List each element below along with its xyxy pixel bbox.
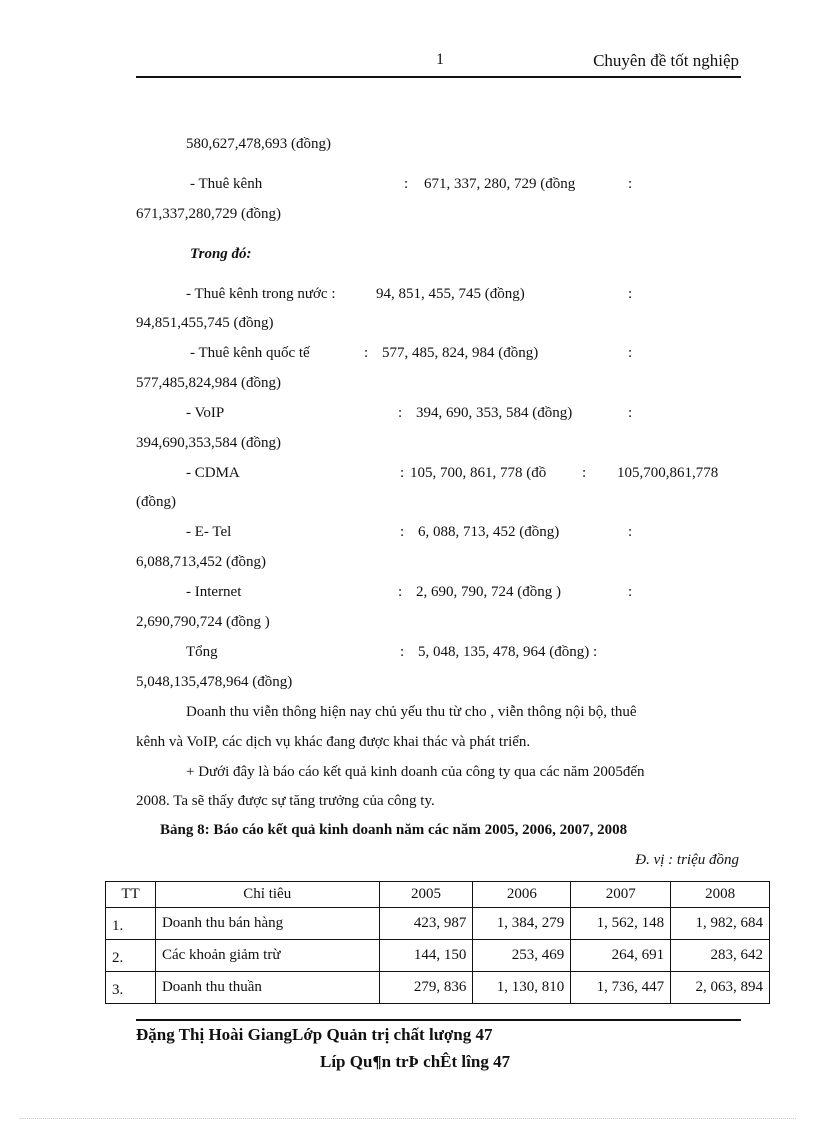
total-colon: : <box>400 644 405 660</box>
header-rule <box>136 76 741 78</box>
col-header: Chỉ tiêu <box>155 882 379 908</box>
cell-2007: 1, 736, 447 <box>571 972 671 1004</box>
thue-kenh-colon: : <box>404 176 409 192</box>
item-colon2: : <box>628 405 633 421</box>
cell-2008: 1, 982, 684 <box>671 908 770 940</box>
item-value-compact: 94,851,455,745 (đồng) <box>136 315 274 331</box>
header-title: Chuyên đề tốt nghiệp <box>593 51 739 70</box>
item-value: 105, 700, 861, 778 (đồ <box>410 465 547 481</box>
total-value-compact: 5,048,135,478,964 (đồng) <box>136 674 293 690</box>
row-index: 2. <box>106 940 156 972</box>
item-value-compact: 105,700,861,778 <box>617 465 719 481</box>
item-value: 394, 690, 353, 584 (đồng) <box>416 405 573 421</box>
item-label: - Internet <box>186 584 242 600</box>
item-colon2: : <box>628 345 633 361</box>
col-header: 2005 <box>379 882 473 908</box>
cell-2007: 264, 691 <box>571 940 671 972</box>
item-value: 2, 690, 790, 724 (đồng ) <box>416 584 561 600</box>
paragraph-line: 2008. Ta sẽ thấy được sự tăng trưởng của công ty. <box>136 793 435 809</box>
item-label: - E- Tel <box>186 524 232 540</box>
page-number: 1 <box>436 51 444 68</box>
amount-line: 580,627,478,693 (đồng) <box>186 136 331 152</box>
table-row <box>106 972 770 1004</box>
row-index: 1. <box>106 908 156 940</box>
footer-author-class: Đặng Thị Hoài GiangLớp Quản trị chất lượng 47 <box>136 1025 493 1044</box>
item-label: - Thuê kênh quốc tế <box>190 345 310 361</box>
item-value: 94, 851, 455, 745 (đồng) <box>376 286 525 302</box>
item-value-compact: 577,485,824,984 (đồng) <box>136 375 281 391</box>
col-header: 2006 <box>473 882 571 908</box>
cell-2008: 2, 063, 894 <box>671 972 770 1004</box>
item-value-compact: 6,088,713,452 (đồng) <box>136 554 266 570</box>
item-label: - Thuê kênh trong nước : <box>186 286 336 302</box>
cell-2005: 279, 836 <box>379 972 473 1004</box>
item-colon: : <box>400 524 405 540</box>
cell-2006: 1, 384, 279 <box>473 908 571 940</box>
trong-do-heading: Trong đó: <box>190 246 252 262</box>
row-label: Các khoản giảm trừ <box>155 940 379 972</box>
cell-2007: 1, 562, 148 <box>571 908 671 940</box>
paragraph-line: + Dưới đây là báo cáo kết quả kinh doanh của công ty qua các năm 2005đến <box>186 764 645 780</box>
table-row <box>106 908 770 940</box>
report-table <box>105 881 770 1004</box>
table-caption: Bảng 8: Báo cáo kết quả kinh doanh năm các năm 2005, 2006, 2007, 2008 <box>160 822 628 838</box>
item-value: 6, 088, 713, 452 (đồng) <box>418 524 560 540</box>
item-colon2: : <box>628 524 633 540</box>
cell-2006: 1, 130, 810 <box>473 972 571 1004</box>
paragraph-line: kênh và VoIP, các dịch vụ khác đang được khai thác và phát triển. <box>136 734 531 750</box>
item-colon: : <box>400 465 405 481</box>
item-value-compact-unit: (đồng) <box>136 494 176 510</box>
paragraph-line: Doanh thu viễn thông hiện nay chủ yếu thu từ cho , viễn thông nội bộ, thuê <box>186 704 637 720</box>
item-value-compact: 2,690,790,724 (đồng ) <box>136 614 270 630</box>
table-unit: Đ. vị : triệu đồng <box>635 852 739 868</box>
thue-kenh-value: 671, 337, 280, 729 (đồng <box>424 176 576 192</box>
table-row <box>106 940 770 972</box>
thue-kenh-label: - Thuê kênh <box>190 176 263 192</box>
col-header: TT <box>106 882 156 908</box>
row-index: 3. <box>106 972 156 1004</box>
item-colon: : <box>398 405 403 421</box>
item-colon2: : <box>628 286 633 302</box>
row-label: Doanh thu bán hàng <box>155 908 379 940</box>
thue-kenh-colon2: : <box>628 176 633 192</box>
total-label: Tổng <box>186 644 218 660</box>
cell-2005: 423, 987 <box>379 908 473 940</box>
row-label: Doanh thu thuần <box>155 972 379 1004</box>
page-edge-dotted-line <box>20 1118 796 1119</box>
footer-class-garbled: Líp Qu¶n trÞ chÊt lîng 47 <box>320 1052 511 1071</box>
total-value: 5, 048, 135, 478, 964 (đồng) : <box>418 644 598 660</box>
cell-2006: 253, 469 <box>473 940 571 972</box>
footer-rule <box>136 1019 741 1021</box>
item-label: - VoIP <box>186 405 225 421</box>
thue-kenh-value-compact: 671,337,280,729 (đồng) <box>136 206 281 222</box>
item-colon: : <box>398 584 403 600</box>
item-colon: : <box>364 345 369 361</box>
col-header: 2008 <box>671 882 770 908</box>
item-label: - CDMA <box>186 465 240 481</box>
item-colon2: : <box>582 465 587 481</box>
item-colon2: : <box>628 584 633 600</box>
item-value: 577, 485, 824, 984 (đồng) <box>382 345 539 361</box>
cell-2005: 144, 150 <box>379 940 473 972</box>
col-header: 2007 <box>571 882 671 908</box>
table-header-row <box>106 882 770 908</box>
item-value-compact: 394,690,353,584 (đồng) <box>136 435 281 451</box>
cell-2008: 283, 642 <box>671 940 770 972</box>
